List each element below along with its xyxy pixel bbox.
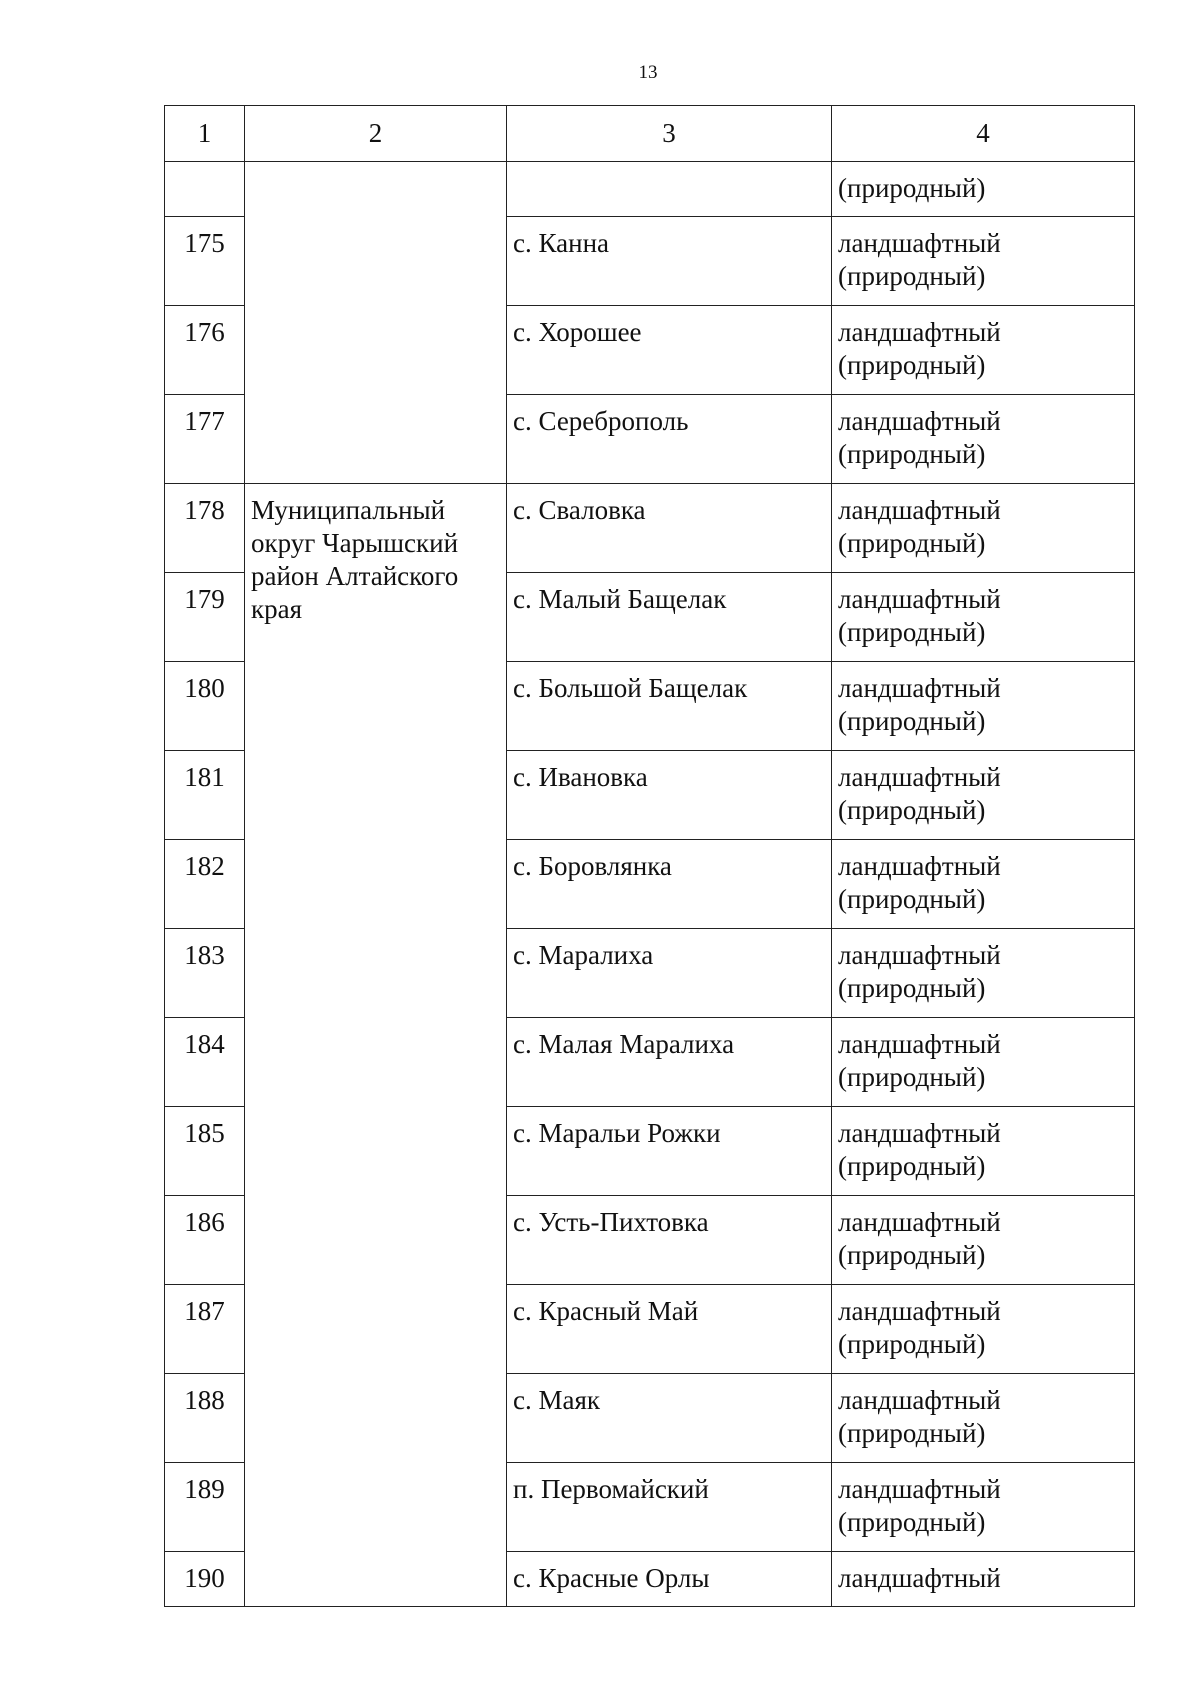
type-cell: ландшафтный (природный) — [832, 1107, 1135, 1196]
settlement-cell: с. Маяк — [507, 1374, 832, 1463]
district-cell: Муниципальный округ Чарышский район Алтайского края — [245, 484, 507, 1607]
row-number: 181 — [165, 751, 245, 840]
row-number: 182 — [165, 840, 245, 929]
row-number: 189 — [165, 1463, 245, 1552]
settlement-cell: с. Малый Бащелак — [507, 573, 832, 662]
type-cell: ландшафтный (природный) — [832, 395, 1135, 484]
header-row — [165, 106, 1135, 162]
type-cell: ландшафтный (природный) — [832, 1374, 1135, 1463]
row-number — [165, 162, 245, 217]
type-cell: ландшафтный (природный) — [832, 1463, 1135, 1552]
row-number: 185 — [165, 1107, 245, 1196]
row-number: 178 — [165, 484, 245, 573]
row-number: 184 — [165, 1018, 245, 1107]
settlement-cell: с. Ивановка — [507, 751, 832, 840]
row-number: 175 — [165, 217, 245, 306]
row-number: 183 — [165, 929, 245, 1018]
settlement-cell: с. Канна — [507, 217, 832, 306]
settlement-cell: с. Красный Май — [507, 1285, 832, 1374]
row-number: 180 — [165, 662, 245, 751]
type-cell: ландшафтный (природный) — [832, 662, 1135, 751]
settlement-cell: с. Малая Маралиха — [507, 1018, 832, 1107]
settlement-cell: с. Маральи Рожки — [507, 1107, 832, 1196]
type-cell: ландшафтный (природный) — [832, 484, 1135, 573]
type-cell: ландшафтный (природный) — [832, 751, 1135, 840]
district-cell — [245, 162, 507, 484]
settlement-cell: с. Большой Бащелак — [507, 662, 832, 751]
type-cell: ландшафтный (природный) — [832, 1018, 1135, 1107]
type-cell: ландшафтный (природный) — [832, 840, 1135, 929]
settlement-cell: п. Первомайский — [507, 1463, 832, 1552]
settlement-cell: с. Сваловка — [507, 484, 832, 573]
type-cell: ландшафтный (природный) — [832, 306, 1135, 395]
type-cell: ландшафтный (природный) — [832, 1196, 1135, 1285]
header-col-4: 4 — [832, 106, 1135, 162]
type-cell: ландшафтный (природный) — [832, 573, 1135, 662]
row-number: 188 — [165, 1374, 245, 1463]
settlement-cell: с. Боровлянка — [507, 840, 832, 929]
table-row — [165, 162, 1135, 217]
type-cell: (природный) — [832, 162, 1135, 217]
header-col-3: 3 — [507, 106, 832, 162]
row-number: 177 — [165, 395, 245, 484]
settlement-cell — [507, 162, 832, 217]
settlement-cell: с. Сереброполь — [507, 395, 832, 484]
row-number: 179 — [165, 573, 245, 662]
settlement-cell: с. Маралиха — [507, 929, 832, 1018]
page-number: 13 — [638, 62, 658, 83]
row-number: 187 — [165, 1285, 245, 1374]
header-col-2: 2 — [245, 106, 507, 162]
type-cell: ландшафтный (природный) — [832, 929, 1135, 1018]
settlement-cell: с. Усть-Пихтовка — [507, 1196, 832, 1285]
settlement-cell: с. Хорошее — [507, 306, 832, 395]
table-row — [165, 484, 1135, 573]
header-col-1: 1 — [165, 106, 245, 162]
registry-table — [164, 105, 1135, 1607]
settlement-cell: с. Красные Орлы — [507, 1552, 832, 1607]
row-number: 176 — [165, 306, 245, 395]
row-number: 186 — [165, 1196, 245, 1285]
type-cell: ландшафтный (природный) — [832, 1285, 1135, 1374]
type-cell: ландшафтный (природный) — [832, 217, 1135, 306]
row-number: 190 — [165, 1552, 245, 1607]
type-cell: ландшафтный — [832, 1552, 1135, 1607]
